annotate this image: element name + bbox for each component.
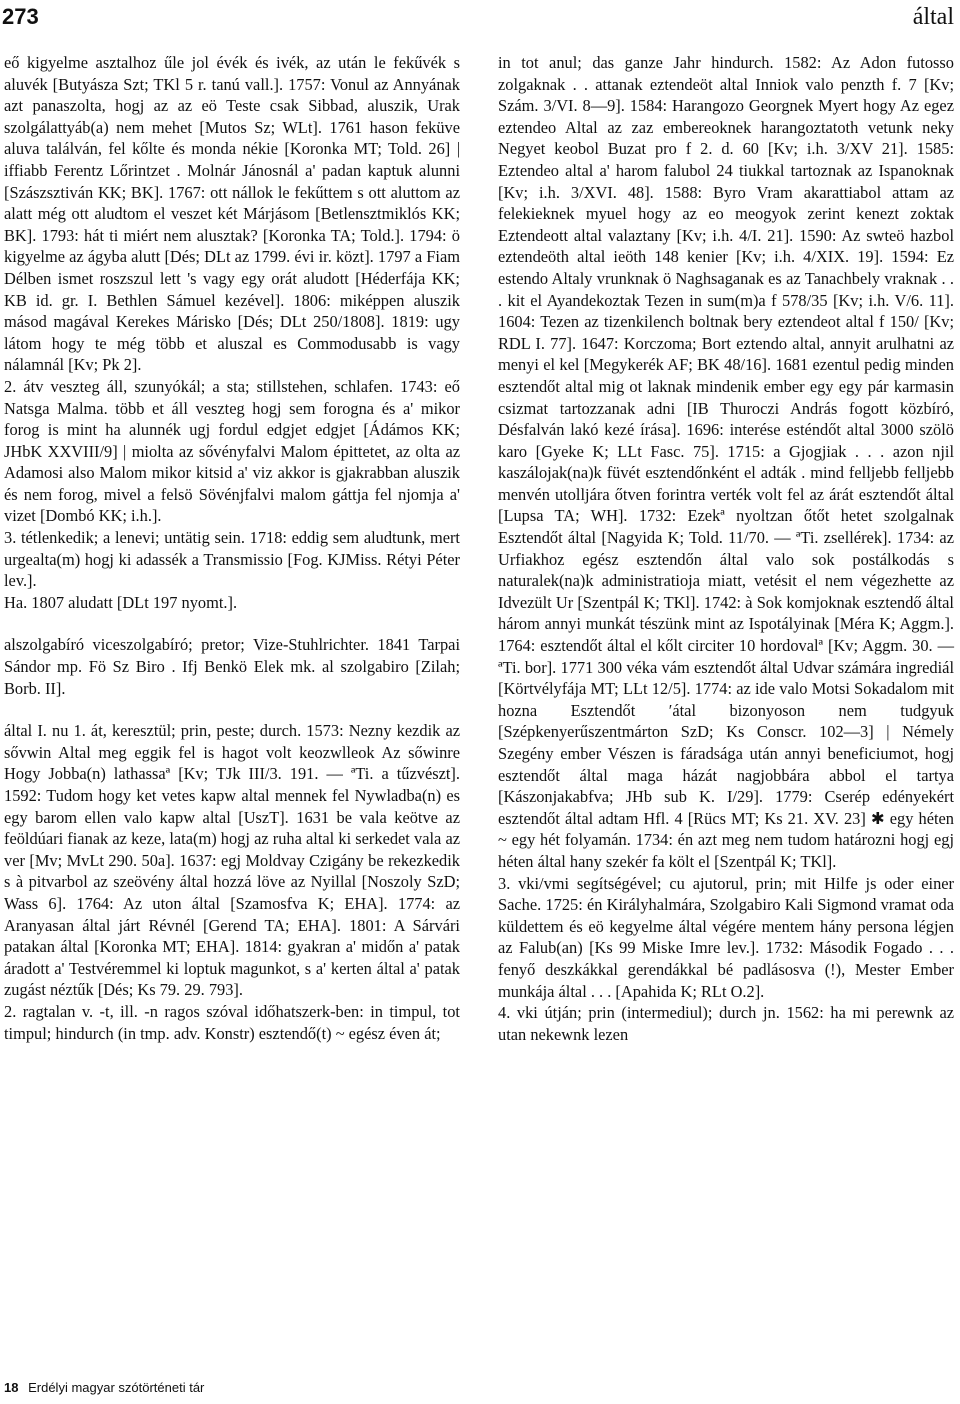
entry-paragraph: Ha. 1807 aludatt [DLt 197 nyomt.].	[4, 592, 238, 612]
left-column	[4, 52, 460, 1044]
footer-title: Erdélyi magyar szótörténeti tár	[28, 1380, 205, 1395]
page-footer	[4, 1380, 204, 1395]
entry-paragraph: 3. tétlenkedik; a lenevi; untätig sein. 1718: eddig sem aludtunk, mert urgealta(m) hogj ki adassék a Transmissio [Fog. KJMiss. Rétyi Péter lev.].	[4, 528, 460, 591]
running-head	[0, 0, 960, 40]
entry-paragraph: 3. vki/vmi segítségével; cu ajutorul, prin; mit Hilfe js oder einer Sache. 1725: én Királyhalmára, Szolgabiro Kali Sigmond vramat oda küldettem és eö kegyelme által végére mentem hány persona légjen az Falub(an) [Ks 99 Miske Imre lev.]. 1732: Második Fogado . . . fenyő deszkákkal gerendákkal bé padlásosva (!), Mester Ember munkája által . . . [Apahida K; RLt O.2].	[498, 873, 954, 1001]
entry-gap	[4, 699, 460, 720]
entry-paragraph: in tot anul; das ganze Jahr hindurch. 1582: Az Adon futosso zolgaknak . . attanak eztendeöt altal Inniok valo penzth f. 7 [Kv; Szám. 3/VI. 8—9]. 1584: Harangozo Georgnek Myert hogy Az egez eztendeo Altal az zaz embereoknek harangoztatoth vetunk neky Negyet keobol Buzat pro f 2. d. 60 [Kv; i.h. 3/XV 21]. 1585: Eztendeo altal a' harom falubol 24 tiukkal tartoznak az Ispanoknak [Kv; i.h. 3/XVI. 48]. 1588: Byro Vram akarattiabol attam az felekieknek myuel hogy az eo meogyok zerint kenezt zoktak Eztendeott altal valaztany [Kv; i.h. 4/I. 21]. 1590: Az swteö hazbol eztendeöth altal ieöth 148 kenier [Kv; i.h. 4/XIX. 19]. 1594: Ez estendo Altaly vrunknak ö Naghsaganak es az Tanachbely vraknak . . . kit el Ayandekoztak Tezen in sum(m)a f 578/35 [Kv; i.h. V/6. 11]. 1604: Tezen az tizenkilench boltnak bery eztendeot altal f 150/ [Kv; RDL I. 77]. 1647: Korczoma; Bort eztendo altal, annyit arulhatni az menyi el kel [Megykerék AF; BK 48/16]. 1681 ezentul pedig minden esztendőt altal mig ot laknak mindenik ember egy egy pár karmasin csizmat tartozzanak adni [IB Thuroczi András fogott közbíró, Désfalván lakó kezé írása]. 1696: interése esténdőt altal 3000 szölö karo [Gyeke K; LLt Fasc. 75]. 1715: a Gjogjiak . . . azon njil kaszálojak(na)k füvét esztendőnként el adták . mind felljebb felljebb menvén utolljára őtven forintra verték volt fel az árát esztendőt által [Lupsa TA; WH]. 1732: Ezekª nyoltzan őtőt hetet szolgalnak Esztendőt által [Nagyida K; Told. 11/70. — ªTi. zsellérek]. 1734: az Urfiakhoz egész esztendőn által valo sok postálkodás s naturalek(na)k administratioja miatt, vetésit el nem végezhette az Idvezült Ur [Szentpál K; TKl]. 1742: à Sok komjoknak esztendő által három annyi munkát tészünk mint az Ispotályinak [Méra K; Aggm.]. 1764: esztendőt által el kőlt circiter 10 hordovalª [Kv; Aggm. 30. — ªTi. bor]. 1771 300 véka vám esztendőt által Udvar számára ingrediál [Körtvélyfája MT; LLt 12/5]. 1774: az ide valo Motsi Sokadalom mit hozna Esztendőt ′átal bizonyoson nem tudgyuk [Szépkenyerűszentmárton SzD; Ks Conscr. 102—3] | Némely Szegény ember Vészen is fáradsága után annyi beneficiumot, hogj esztendőt által maga házát nagjobbára abbol el tartya [Kászonjakabfva; JHb sub K. I/29]. 1779: Cserép edényekért esztendőt által adtam Hfl. 4 [Rücs MT; Ks 21. XV. 23] ✱ egy héten ~ egy hét folyamán. 1734: én azt meg nem tudom határozni hogj egj héten által hany szekér fa költ el [Szentpál K; TKl].	[498, 53, 954, 871]
entry-paragraph: 4. vki útján; prin (intermediul); durch jn. 1562: ha mi perewnk az utan nekewnk lezen	[498, 1003, 954, 1044]
entry-paragraph: által I. nu 1. át, keresztül; prin, peste; durch. 1573: Nezny kezdik az sővwin Altal meg eggik fel is hagot volt keozwlleok Az sőwinre Hogy Jobba(n) lathassaª [Kv; TJk III/3. 191. — ªTi. a tűzvészt]. 1592: Tudom hogy ket vetes kapw altal mennek fel Nywladba(n) es egy barom ellen valo kapw altal [UszT]. 1631 be vala keötve az feöldúari fianak az keze, lata(m) hogj az ruha altal ki serkedet vala az ver [Mv; MvLt 290. 50a]. 1637: egj Moldvay Czigány be rekezkedik s à pitvarbol az szeövény által hozzá löve az Nyillal [Noszoly SzD; Wass 6]. 1764: Az uton által [Szamosfva K; EHA]. 1774: az Aranyasan által járt Révnél [Gerend TA; EHA]. 1801: A Sárvári patakan által [Koronka MT; EHA]. 1814: gyakran a' midőn a' patak áradott a' Testvéremmel ki loptuk magunkot, s a' kerten által a' patak zugást néztűk [Dés; Ks 79. 29. 793].	[4, 721, 460, 1000]
entry-paragraph: alszolgabíró viceszolgabíró; pretor; Vize-Stuhlrichter. 1841 Tarpai Sándor mp. Fö Sz Biro . Ifj Benkö Elek mk. al szolgabiro [Zilah; Borb. II].	[4, 635, 460, 698]
running-head-word: által	[912, 4, 954, 30]
entry-gap	[4, 613, 460, 634]
entry-paragraph: 2. átv veszteg áll, szunyókál; a sta; stillstehen, schlafen. 1743: eő Natsga Malma. több et áll veszteg hogj sem forogna és a' mikor forog is mint ha alunnék ugj fordul edgjet edgjet [Ádámos KK; JHbK XXVIII/9] | miolta az sővényfalvi Malom épittetet, az olta az Adamosi also Malom mikor kitsid a' viz akkor is gjakrabban aluszik és nem forog, mivel a felsö Sövénjfalvi malom gáttja fel njomja a' vizet [Dombó KK; i.h.].	[4, 376, 460, 526]
page-number: 273	[2, 4, 39, 29]
entry-paragraph: eő kigyelme asztalhoz űle jol évék és ivék, az után le fekűvék s aluvék [Butyásza Szt; TKl 5 r. tanú vall.]. 1757: Vonul az Annyának azt panaszolta, hogj az az eö Teste csak Sibbad, aluszik, Urak szolgálattyáb(a) nem mehet [Mutos Sz; WLt]. 1761 hason feküve aluva találván, fel kőlte és monda nékie [Koronka MT; Told. 26] | iffiabb Ferentz Lőrintzet . Molnár Jánosnál a' padan kaptuk alunni [Szászsztiván KK; BK]. 1767: ott nállok le fekűttem s ott aluttom az alatt még ott aludtom el veszet két Márjásom [Betlensztmiklós KK; BK]. 1793: hát ti miért nem alusztak? [Koronka TA; Told.]. 1794: ö kigyelme az ágyba alutt [Dés; DLt az 1799. évi ir. közt]. 1797 a Fiam Délben ismet roszszul lett 's vagy egy orát aludott [Héderfája KK; KB id. gr. I. Bethlen Sámuel kezével]. 1806: miképpen aluszik másod magával Kerekes Márisko [Dés; DLt 250/1808]. 1819: ugy látom hogy te még több et aluszal es Commodusabb is vagy nálamnál [Kv; Pk 2].	[4, 53, 460, 375]
right-column	[498, 52, 954, 1045]
entry-paragraph: 2. ragtalan v. -t, ill. -n ragos szóval időhatszerk-ben: in timpul, tot timpul; hindurch (in tmp. adv. Konstr) esztendő(t) ~ egész éven át;	[4, 1001, 460, 1043]
footer-number: 18	[4, 1380, 19, 1395]
